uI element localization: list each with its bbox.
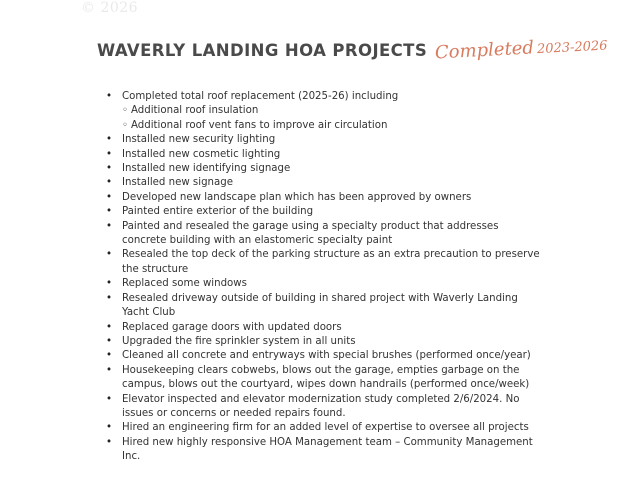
project-text: Cleaned all concrete and entryways with special brushes (performed once/year): [122, 350, 531, 362]
project-item: [106, 292, 546, 321]
project-text: Installed new identifying signage: [122, 163, 291, 175]
project-item: [106, 176, 546, 190]
completed-word: Completed: [434, 37, 535, 64]
project-text: Replaced some windows: [122, 278, 247, 290]
project-item: [106, 436, 546, 465]
project-text: Painted entire exterior of the building: [122, 206, 314, 218]
project-text: Resealed driveway outside of building in shared project with Waverly Landing Yacht Club: [122, 292, 518, 319]
completed-years: 2023-2026: [536, 38, 608, 58]
project-item: [106, 421, 546, 435]
project-text: Resealed the top deck of the parking structure as an extra precaution to preserve the structure: [122, 249, 540, 275]
project-subitem: ◦ Additional roof insulation: [122, 104, 546, 118]
completed-script-label: [435, 34, 608, 64]
project-text: Developed new landscape plan which has been approved by owners: [122, 191, 472, 203]
project-text: Hired an engineering firm for an added level of expertise to oversee all projects: [122, 422, 529, 434]
project-text: Upgraded the fire sprinkler system in all units: [122, 335, 356, 347]
project-item: [106, 277, 546, 291]
project-text: Housekeeping clears cobwebs, blows out the garage, empties garbage on the campus, blows out the courtyard, wipes down handrails (performed once/week): [122, 364, 530, 391]
project-text: Replaced garage doors with updated doors: [122, 321, 342, 333]
projects-list: [106, 90, 546, 465]
project-item: [106, 162, 546, 176]
project-item: [106, 148, 546, 162]
project-item: [106, 220, 546, 249]
project-subitem: ◦ Additional roof vent fans to improve air circulation: [122, 119, 546, 133]
project-text: Elevator inspected and elevator modernization study completed 2/6/2024. No issues or concerns or needed repairs found.: [122, 393, 520, 419]
copyright-watermark: © 2026: [81, 0, 139, 16]
project-item: [106, 321, 546, 335]
project-text: Installed new signage: [122, 177, 233, 189]
project-text: Completed total roof replacement (2025-26) including: [122, 91, 399, 102]
project-text: Installed new cosmetic lighting: [122, 148, 281, 160]
project-item: [106, 191, 546, 205]
project-text: Painted and resealed the garage using a specialty product that addresses concrete building with an elastomeric specialty paint: [122, 220, 499, 247]
project-text: Installed new security lighting: [122, 134, 276, 146]
project-item: [106, 248, 546, 277]
page-title: WAVERLY LANDING HOA PROJECTS: [97, 41, 428, 60]
project-item: [106, 90, 546, 133]
project-subitems: [122, 104, 546, 133]
project-item: [106, 364, 546, 393]
project-text: Hired new highly responsive HOA Management team – Community Management Inc.: [122, 436, 533, 463]
project-item: [106, 133, 546, 147]
project-item: [106, 349, 546, 363]
header: [97, 37, 608, 64]
project-item: [106, 393, 546, 422]
project-item: [106, 205, 546, 219]
project-item: [106, 335, 546, 349]
